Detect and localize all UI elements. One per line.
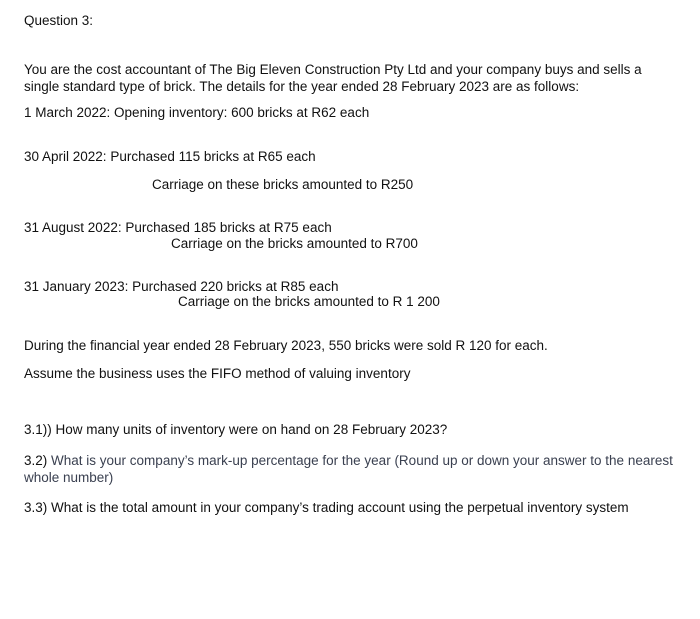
question-text: What is the total amount in your company’s trading account using the perpetual inventory system xyxy=(51,500,629,515)
question-text: How many units of inventory were on hand on 28 February 2023? xyxy=(55,422,448,437)
question-number: 3.1)) xyxy=(24,422,52,437)
carriage-line: Carriage on the bricks amounted to R700 xyxy=(171,236,418,251)
question-3-3 xyxy=(24,500,629,516)
sales-line: During the financial year ended 28 February 2023, 550 bricks were sold R 120 for each. xyxy=(24,338,548,353)
question-3-2 xyxy=(24,452,684,486)
question-text: What is your company’s mark-up percentage for the year (Round up or down your answer to the nearest whole number) xyxy=(24,453,673,485)
purchase-line: 30 April 2022: Purchased 115 bricks at R65 each xyxy=(24,149,316,164)
question-number: 3.2) xyxy=(24,453,48,468)
opening-inventory-line: 1 March 2022: Opening inventory: 600 bricks at R62 each xyxy=(24,105,370,120)
assumption-line: Assume the business uses the FIFO method of valuing inventory xyxy=(24,366,411,381)
question-number: 3.3) xyxy=(24,500,48,515)
carriage-line: Carriage on the bricks amounted to R 1 200 xyxy=(178,294,440,309)
carriage-line: Carriage on these bricks amounted to R250 xyxy=(152,177,414,192)
question-3-1 xyxy=(24,422,447,438)
purchase-line: 31 January 2023: Purchased 220 bricks at R85 each xyxy=(24,279,339,294)
intro-paragraph: You are the cost accountant of The Big Eleven Construction Pty Ltd and your company buys and sells a single standard type of brick. The details for the year ended 28 February 2023 are as follows: xyxy=(24,62,642,94)
purchase-line: 31 August 2022: Purchased 185 bricks at R75 each xyxy=(24,220,332,235)
question-heading: Question 3: xyxy=(24,13,94,28)
